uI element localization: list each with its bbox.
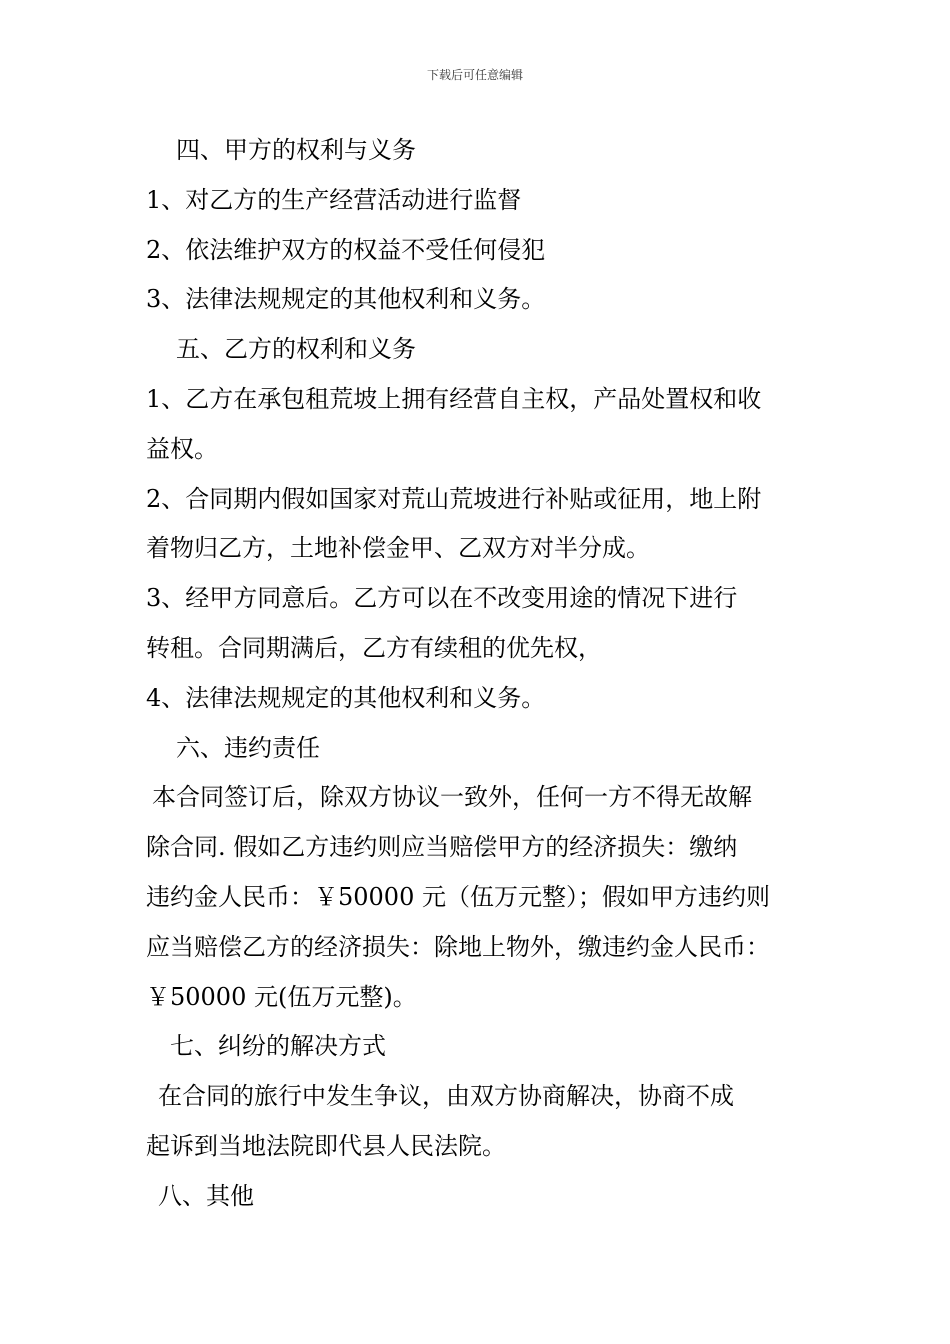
section-heading: 五、乙方的权利和义务: [176, 335, 416, 364]
paragraph-line: 在合同的旅行中发生争议，由双方协商解决，协商不成: [158, 1082, 734, 1111]
document-body: [146, 126, 816, 1222]
list-item: 3、法律法规规定的其他权利和义务。: [146, 285, 546, 314]
page-header: 下载后可任意编辑: [426, 68, 523, 82]
paragraph-line: 起诉到当地法院即代县人民法院。: [146, 1131, 506, 1160]
section-heading: 六、违约责任: [176, 733, 320, 762]
section-heading: 八、其他: [158, 1181, 254, 1210]
section-heading: 七、纠纷的解决方式: [170, 1032, 386, 1061]
list-item: 4、法律法规规定的其他权利和义务。: [146, 683, 546, 712]
list-item: 2、依法维护双方的权益不受任何侵犯: [146, 235, 546, 264]
list-item-continuation: 转租。合同期满后，乙方有续租的优先权，: [146, 633, 602, 662]
list-item: 3、经甲方同意后。乙方可以在不改变用途的情况下进行: [146, 584, 738, 613]
list-item: 2、合同期内假如国家对荒山荒坡进行补贴或征用，地上附: [146, 484, 762, 513]
paragraph-line: 本合同签订后，除双方协议一致外，任何一方不得无故解: [152, 783, 752, 812]
paragraph-line: 应当赔偿乙方的经济损失：除地上物外，缴违约金人民币：: [146, 932, 770, 961]
list-item-continuation: 益权。: [146, 434, 218, 463]
paragraph-line: 违约金人民币：￥50000 元（伍万元整）；假如甲方违约则: [146, 882, 770, 911]
section-heading: 四、甲方的权利与义务: [176, 136, 416, 164]
paragraph-line: 除合同. 假如乙方违约则应当赔偿甲方的经济损失：缴纳: [146, 833, 738, 862]
paragraph-line: ￥50000 元(伍万元整)。: [146, 982, 417, 1011]
list-item-continuation: 着物归乙方，土地补偿金甲、乙双方对半分成。: [146, 534, 650, 563]
list-item: 1、对乙方的生产经营活动进行监督: [146, 185, 522, 214]
list-item: 1、乙方在承包租荒坡上拥有经营自主权，产品处置权和收: [146, 384, 762, 413]
